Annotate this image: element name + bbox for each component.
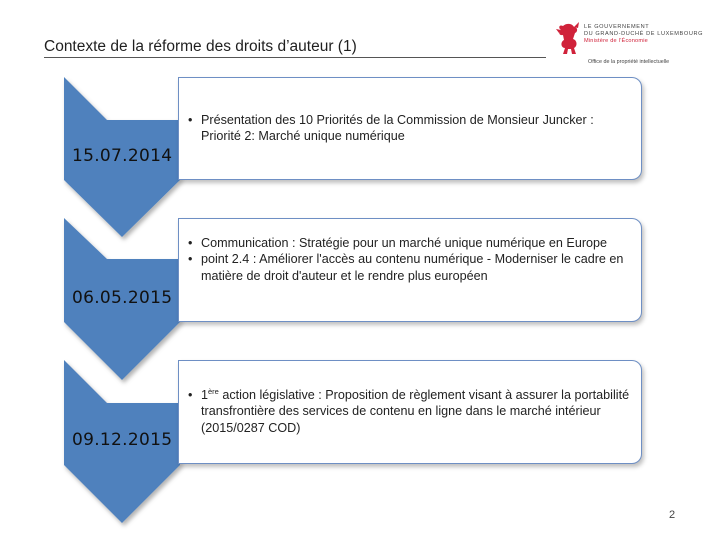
bullet-list-2 (179, 219, 641, 284)
bullet-item: • Présentation des 10 Priorités de la Commission de Monsieur Juncker : Priorité 2: Marché unique numérique (201, 112, 637, 145)
timeline-box-2 (178, 218, 642, 322)
bullet-list-1 (179, 78, 641, 145)
timeline-date-2: 06.05.2015 (72, 288, 173, 308)
ordinal-suffix: ère (208, 386, 219, 396)
logo-line-2: DU GRAND-DUCHÉ DE LUXEMBOURG (584, 31, 704, 37)
timeline-box-1 (178, 77, 642, 180)
timeline-box-3 (178, 360, 642, 464)
logo-line-1: LE GOUVERNEMENT (584, 24, 650, 30)
bullet-text: action législative : Proposition de règlement visant à assurer la portabilité transfrontière des services de contenu en ligne dans le marché intérieur (2015/0287 COD) (201, 388, 630, 435)
ordinal-number: 1 (201, 388, 209, 402)
timeline-date-1: 15.07.2014 (72, 146, 173, 166)
logo-ministry: Ministère de l’Économie (584, 38, 648, 44)
logo-office: Office de la propriété intellectuelle (588, 59, 670, 65)
bullet-item (201, 387, 637, 436)
timeline-date-3: 09.12.2015 (72, 430, 173, 450)
bullet-item: • Communication : Stratégie pour un marché unique numérique en Europe (201, 235, 637, 251)
page-number: 2 (669, 509, 676, 521)
slide-title: Contexte de la réforme des droits d’auteur (1) (44, 38, 357, 55)
bullet-item: • point 2.4 : Améliorer l'accès au contenu numérique - Moderniser le cadre en matière de droit d'auteur et le rendre plus européen (201, 251, 637, 284)
bullet-list-3 (179, 361, 641, 436)
